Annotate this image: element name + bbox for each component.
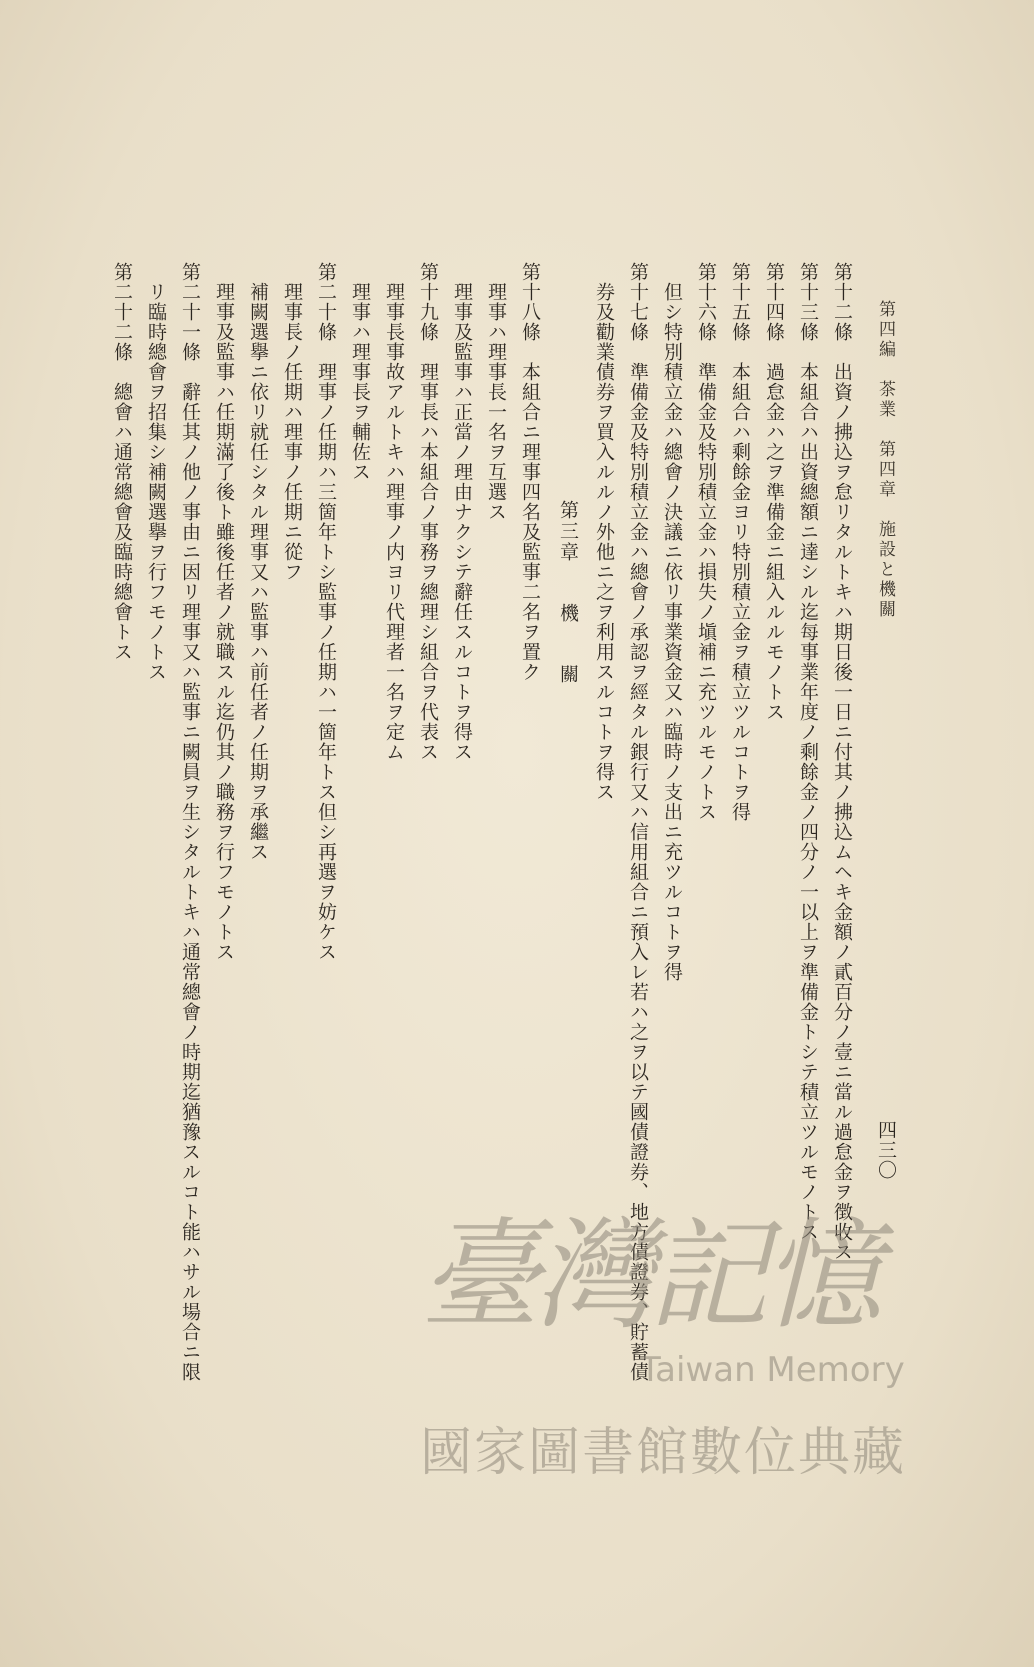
text-column-10: 理事ハ理事長一名ヲ互選ス [485, 262, 507, 522]
text-column-1: 第十二條 出資ノ拂込ヲ怠リタルトキハ期日後一日ニ付其ノ拂込ムヘキ金額ノ貳百分ノ壹ニ當ル過怠金ヲ徴收ス [831, 262, 853, 1262]
text-column-13: 理事長事故アルトキハ理事ノ内ヨリ代理者一名ヲ定ム [383, 262, 405, 762]
text-column-8: 券及勸業債券ヲ買入ルルノ外他ニ之ヲ利用スルコトヲ得ス [593, 262, 615, 802]
text-column-21: 第二十二條 總會ハ通常總會及臨時總會トス [111, 262, 133, 662]
running-title: 第四編 茶業 第四章 施設と機關 [875, 300, 895, 620]
chapter-number: 第三章 [557, 500, 579, 563]
text-column-12: 第十九條 理事長ハ本組合ノ事務ヲ總理シ組合ヲ代表ス [417, 262, 439, 762]
chapter-title-char-1: 機 [557, 603, 579, 624]
text-column-6: 但シ特別積立金ハ總會ノ決議ニ依リ事業資金又ハ臨時ノ支出ニ充ツルコトヲ得 [661, 262, 683, 982]
text-column-3: 第十四條 過怠金ハ之ヲ準備金ニ組入ルルモノトス [763, 262, 785, 722]
text-column-14: 理事ハ理事長ヲ輔佐ス [349, 262, 371, 482]
watermark [400, 1180, 940, 1600]
text-column-19: 第二十一條 辭任其ノ他ノ事由ニ因リ理事又ハ監事ニ闕員ヲ生シタルトキハ通常總會ノ時期迄猶豫スルコト能ハサル場合ニ限 [179, 262, 201, 1382]
watermark-logo: 臺灣記憶 [420, 1207, 876, 1346]
text-column-16: 理事長ノ任期ハ理事ノ任期ニ從フ [281, 262, 303, 582]
chapter-heading [558, 500, 577, 685]
watermark-english: Taiwan Memory [640, 1350, 905, 1390]
watermark-chinese: 國家圖書館數位典藏 [420, 1423, 907, 1483]
text-column-11: 理事及監事ハ正當ノ理由ナクシテ辭任スルコトヲ得ス [451, 262, 473, 762]
text-column-15: 第二十條 理事ノ任期ハ三箇年トシ監事ノ任期ハ一箇年トス但シ再選ヲ妨ケス [315, 262, 337, 962]
text-column-7: 第十七條 準備金及特別積立金ハ總會ノ承認ヲ經タル銀行又ハ信用組合ニ預入レ若ハ之ヲ以テ國債證券、地方債證券、貯蓄債 [627, 262, 649, 1382]
text-column-5: 第十六條 準備金及特別積立金ハ損失ノ塡補ニ充ツルモノトス [695, 262, 717, 822]
text-column-17: 補闕選擧ニ依リ就任シタル理事又ハ監事ハ前任者ノ任期ヲ承繼ス [247, 262, 269, 862]
text-column-4: 第十五條 本組合ハ剩餘金ヨリ特別積立金ヲ積立ツルコトヲ得 [729, 262, 751, 822]
text-column-9: 第十八條 本組合ニ理事四名及監事二名ヲ置ク [519, 262, 541, 682]
text-column-20: リ臨時總會ヲ招集シ補闕選擧ヲ行フモノトス [145, 262, 167, 682]
chapter-title-char-2: 關 [557, 664, 579, 685]
text-column-18: 理事及監事ハ任期滿了後ト雖後任者ノ就職スル迄仍其ノ職務ヲ行フモノトス [213, 262, 235, 962]
page-number: 四三〇 [875, 1120, 897, 1180]
text-column-2: 第十三條 本組合ハ出資總額ニ達シル迄每事業年度ノ剩餘金ノ四分ノ一以上ヲ準備金トシテ積立ツルモノトス [797, 262, 819, 1242]
